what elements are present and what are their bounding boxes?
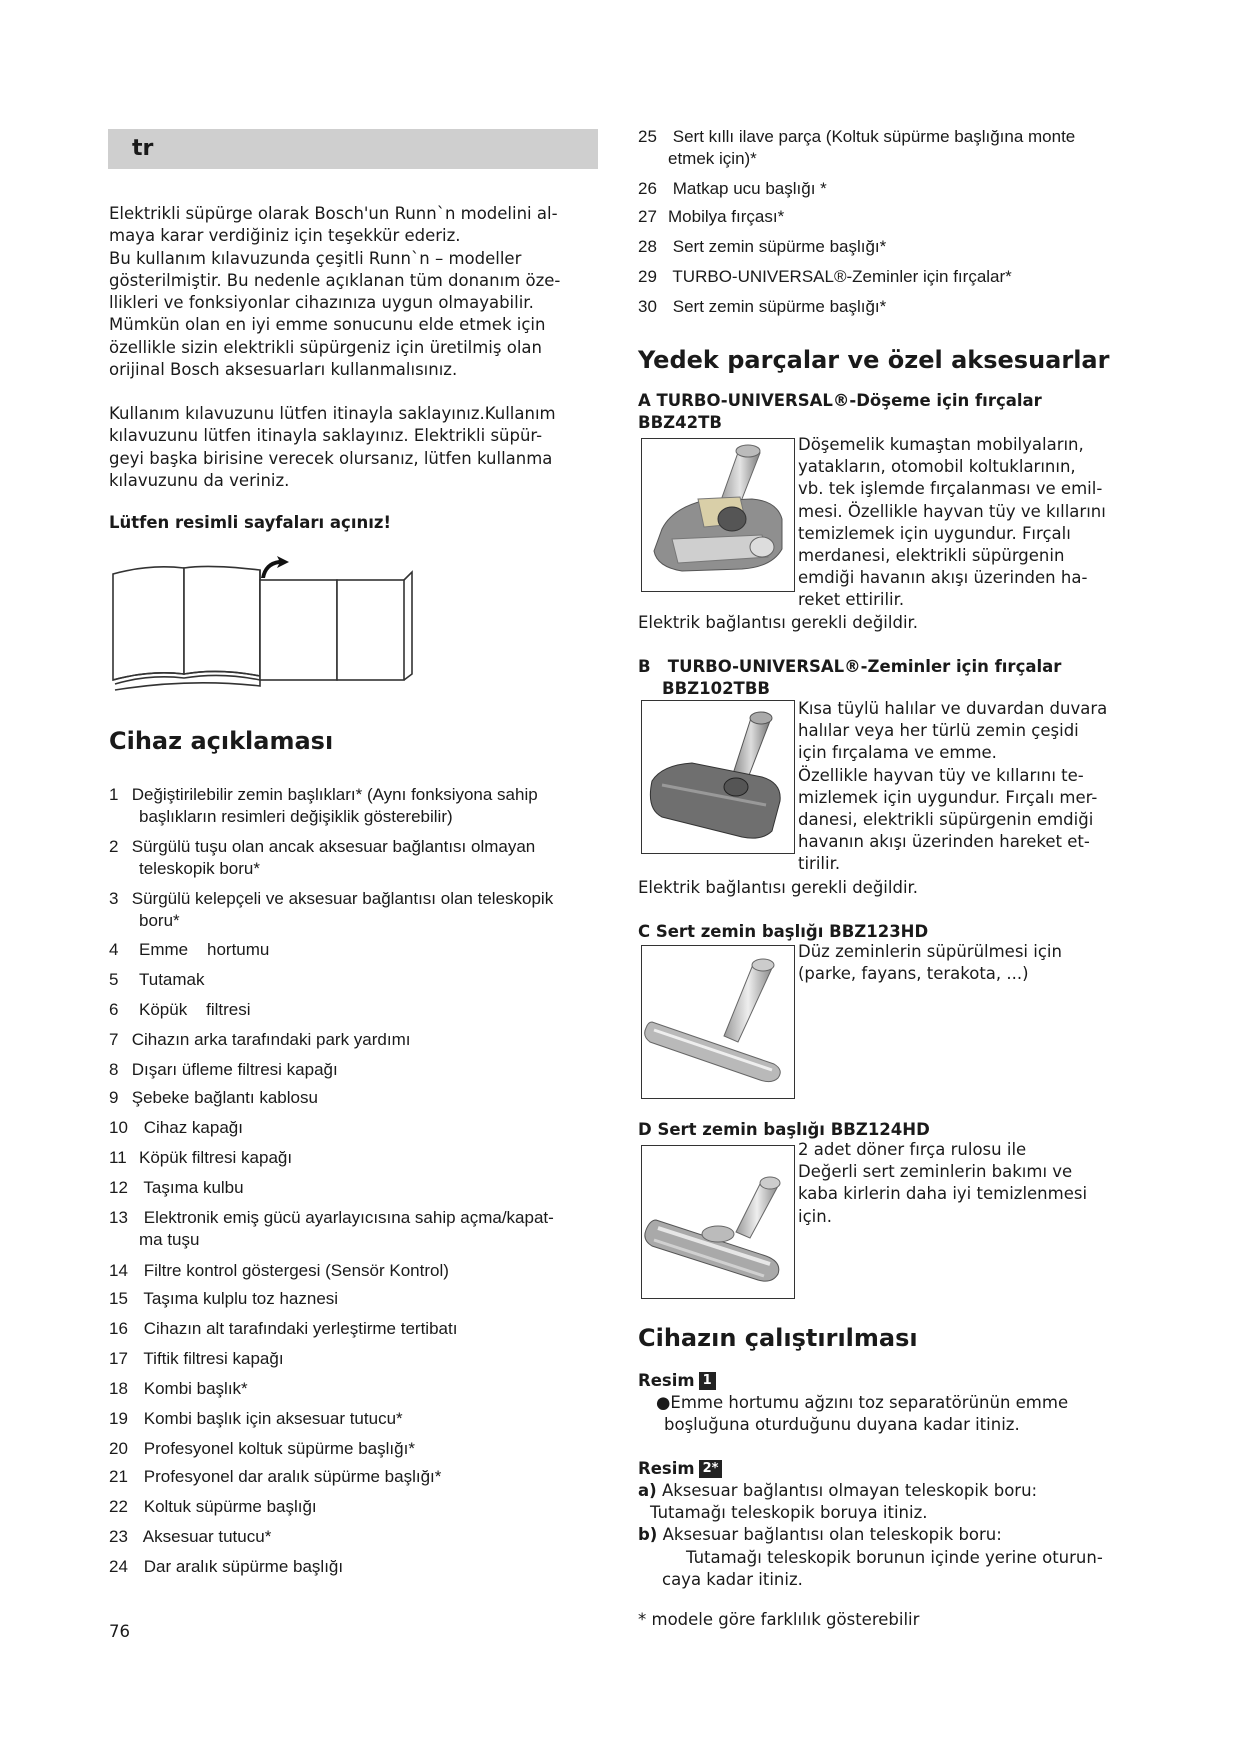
item-number: 25	[638, 127, 657, 146]
item-text: Değiştirilebilir zemin başlıkları* (Aynı fonksiyona sahip	[131, 785, 538, 804]
list-item	[109, 1556, 589, 1578]
desc-line: mizlemek için uygundur. Fırçalı mer-	[798, 787, 1098, 807]
item-number: 19	[109, 1409, 128, 1428]
operation-heading: Cihazın çalıştırılması	[638, 1324, 918, 1352]
desc-line: Kısa tüylü halılar ve duvardan duvara	[798, 699, 1108, 718]
item-number: 23	[109, 1527, 128, 1546]
desc-line: Döşemelik kumaştan mobilyaların,	[798, 435, 1084, 454]
item-number: 9	[109, 1088, 119, 1107]
foldout-pages-illustration	[109, 556, 419, 691]
list-item	[109, 888, 589, 932]
item-text: Filtre kontrol göstergesi (Sensör Kontrol)	[143, 1261, 449, 1280]
figure-label-text: Resim	[638, 1459, 695, 1478]
hard-floor-nozzle-drawing	[642, 946, 794, 1098]
item-text: Dar aralık süpürme başlığı	[143, 1557, 344, 1576]
item-number: 8	[109, 1060, 119, 1079]
desc-line: Özellikle hayvan tüy ve kıllarını te-	[798, 765, 1084, 785]
list-item	[109, 1348, 589, 1370]
step-text: Tutamağı teleskopik boruya itiniz.	[650, 1503, 928, 1523]
instruction-line: boşluğuna oturduğunu duyana kadar itiniz.	[664, 1415, 1020, 1435]
intro-line: geyi başka birisine verecek olursanız, lütfen kullanma	[109, 448, 553, 468]
item-text: Emme hortumu	[139, 940, 270, 959]
list-item	[109, 1496, 589, 1518]
item-text-cont: boru*	[139, 911, 180, 930]
figure-number-badge: 1	[699, 1372, 716, 1390]
item-number: 1	[109, 785, 119, 804]
item-text: Mobilya fırçası*	[668, 207, 785, 226]
item-text: Cihazın alt tarafındaki yerleştirme tertibatı	[143, 1319, 458, 1338]
desc-line: 2 adet döner fırça rulosu ile	[798, 1140, 1027, 1159]
step-label: b)	[638, 1525, 658, 1545]
list-item	[109, 1117, 589, 1139]
accessory-b-code: BBZ102TBB	[662, 679, 770, 698]
desc-line: halılar veya her türlü zemin çeşidi	[798, 721, 1079, 741]
item-text: Sert kıllı ilave parça (Koltuk süpürme başlığına monte	[672, 127, 1076, 146]
item-text: Sürgülü tuşu olan ancak aksesuar bağlantısı olmayan	[131, 837, 536, 856]
item-text: Tiftik filtresi kapağı	[143, 1349, 284, 1368]
item-text: Şebeke bağlantı kablosu	[131, 1088, 318, 1107]
intro-line: gösterilmiştir. Bu nedenle açıklanan tüm donanım öze-	[109, 270, 561, 290]
turbo-upholstery-brush-drawing	[642, 439, 794, 591]
item-text: Profesyonel dar aralık süpürme başlığı*	[143, 1467, 442, 1486]
list-item	[109, 1260, 589, 1282]
item-text: Taşıma kulbu	[143, 1178, 244, 1197]
item-number: 14	[109, 1261, 128, 1280]
component-list-continued	[638, 126, 1148, 326]
accessory-b-description	[798, 698, 1128, 876]
accessory-d-title: D Sert zemin başlığı BBZ124HD	[638, 1120, 930, 1139]
accessory-b-note: Elektrik bağlantısı gerekli değildir.	[638, 878, 919, 897]
item-text: Tutamak	[139, 970, 205, 989]
item-text: Kombi başlık için aksesuar tutucu*	[143, 1409, 403, 1428]
list-item	[109, 784, 589, 828]
item-text-cont: ma tuşu	[139, 1230, 200, 1249]
open-pages-note: Lütfen resimli sayfaları açınız!	[109, 513, 392, 532]
list-item	[638, 126, 1138, 170]
item-text: Dışarı üfleme filtresi kapağı	[131, 1060, 338, 1079]
desc-line: Değerli sert zeminlerin bakımı ve	[798, 1162, 1073, 1182]
list-item	[109, 969, 589, 991]
intro-line: Elektrikli süpürge olarak Bosch'un Runn`n modelini al-	[109, 204, 558, 223]
item-number: 27	[638, 207, 657, 226]
intro-paragraph-2	[109, 403, 599, 492]
item-number: 17	[109, 1349, 128, 1368]
item-number: 13	[109, 1208, 128, 1227]
step-text: Aksesuar bağlantısı olan teleskopik boru:	[662, 1525, 1002, 1545]
list-item	[109, 1059, 589, 1081]
item-number: 24	[109, 1557, 128, 1576]
item-number: 10	[109, 1118, 128, 1137]
list-item	[109, 1087, 589, 1109]
desc-line: (parke, fayans, terakota, ...)	[798, 964, 1029, 984]
item-number: 5	[109, 970, 119, 989]
desc-line: için.	[798, 1206, 832, 1226]
figure-number-badge: 2*	[699, 1460, 723, 1478]
desc-line: tirilir.	[798, 854, 841, 874]
desc-line: emdiği havanın akışı üzerinden ha-	[798, 568, 1088, 588]
list-item	[109, 1288, 589, 1310]
list-item	[109, 836, 589, 880]
item-number: 22	[109, 1497, 128, 1516]
item-number: 15	[109, 1289, 128, 1308]
device-description-heading: Cihaz açıklaması	[109, 727, 334, 755]
item-number: 18	[109, 1379, 128, 1398]
desc-line: için fırçalama ve emme.	[798, 743, 997, 763]
item-text: Kombi başlık*	[143, 1379, 248, 1398]
intro-line: orijinal Bosch aksesuarları kullanmalısınız.	[109, 360, 458, 380]
item-text-cont: teleskopik boru*	[139, 859, 260, 878]
intro-line: Mümkün olan en iyi emme sonucunu elde etmek için	[109, 315, 546, 335]
list-item	[109, 999, 589, 1021]
item-number: 29	[638, 267, 657, 286]
item-text: Koltuk süpürme başlığı	[143, 1497, 317, 1516]
parquet-nozzle-image	[641, 1145, 795, 1299]
item-number: 11	[109, 1148, 127, 1167]
intro-line: Bu kullanım kılavuzunda çeşitli Runn`n – modeller	[109, 248, 522, 268]
intro-line: kılavuzunu da veriniz.	[109, 470, 290, 490]
item-number: 30	[638, 297, 657, 316]
list-item	[638, 206, 1138, 228]
item-text: Sert zemin süpürme başlığı*	[672, 237, 887, 256]
desc-line: temizlemek için uygundur. Fırçalı	[798, 523, 1071, 543]
list-item	[638, 296, 1138, 318]
item-text: Sürgülü kelepçeli ve aksesuar bağlantısı olan teleskopik	[131, 889, 554, 908]
item-number: 3	[109, 889, 119, 908]
figure-2-instructions	[638, 1480, 1133, 1591]
step-label: a)	[638, 1481, 657, 1500]
parquet-nozzle-drawing	[642, 1146, 794, 1298]
turbo-floor-brush-drawing	[642, 701, 794, 853]
figure-2-label	[638, 1458, 722, 1480]
intro-paragraph-1	[109, 203, 599, 381]
item-text: Cihaz kapağı	[143, 1118, 243, 1137]
list-item	[109, 1408, 589, 1430]
list-item	[109, 1207, 589, 1251]
accessory-a-code: BBZ42TB	[638, 413, 722, 432]
item-number: 16	[109, 1319, 128, 1338]
list-item	[109, 1466, 589, 1488]
desc-line: kaba kirlerin daha iyi temizlenmesi	[798, 1184, 1088, 1204]
list-item	[638, 236, 1138, 258]
item-text: Profesyonel koltuk süpürme başlığı*	[143, 1439, 415, 1458]
page-number: 76	[109, 1622, 130, 1641]
accessory-c-description	[798, 941, 1128, 985]
spare-parts-heading: Yedek parçalar ve özel aksesuarlar	[638, 346, 1110, 374]
figure-1-instruction	[656, 1392, 1131, 1436]
item-text: Taşıma kulplu toz haznesi	[143, 1289, 339, 1308]
desc-line: mesi. Özellikle hayvan tüy ve kıllarını	[798, 501, 1106, 521]
intro-line: llikleri ve fonksiyonlar cihazınıza uygun olmayabilir.	[109, 293, 534, 313]
item-text: Aksesuar tutucu*	[142, 1527, 272, 1546]
list-item	[109, 1526, 589, 1548]
list-item	[109, 1438, 589, 1460]
accessory-c-title: C Sert zemin başlığı BBZ123HD	[638, 922, 929, 941]
desc-line: merdanesi, elektrikli süpürgenin	[798, 546, 1065, 566]
item-number: 4	[109, 940, 119, 959]
item-number: 6	[109, 1000, 119, 1019]
intro-line: Kullanım kılavuzunu lütfen itinayla saklayınız.Kullanım	[109, 404, 556, 423]
desc-line: danesi, elektrikli süpürgenin emdiği	[798, 810, 1094, 830]
item-text-cont: başlıkların resimleri değişiklik gösterebilir)	[139, 807, 453, 826]
desc-line: Düz zeminlerin süpürülmesi için	[798, 942, 1062, 961]
list-item	[638, 178, 1138, 200]
turbo-upholstery-brush-image	[641, 438, 795, 592]
item-number: 12	[109, 1178, 128, 1197]
accessory-b-title: B TURBO-UNIVERSAL®-Zeminler için fırçalar	[638, 657, 1062, 676]
intro-line: kılavuzunu lütfen itinayla saklayınız. Elektrikli süpür-	[109, 426, 543, 446]
item-number: 20	[109, 1439, 128, 1458]
desc-line: yatakların, otomobil koltuklarının,	[798, 457, 1076, 477]
item-number: 26	[638, 179, 657, 198]
accessory-a-title: A TURBO-UNIVERSAL®-Döşeme için fırçalar	[638, 391, 1042, 410]
item-number: 2	[109, 837, 119, 856]
step-text: caya kadar itiniz.	[662, 1569, 803, 1589]
list-item	[109, 1147, 589, 1169]
item-text: Sert zemin süpürme başlığı*	[672, 297, 887, 316]
instruction-line: ●Emme hortumu ağzını toz separatörünün emme	[656, 1393, 1069, 1412]
desc-line: vb. tek işlemde fırçalanması ve emil-	[798, 479, 1103, 499]
language-tab: tr	[108, 129, 598, 169]
item-text: Elektronik emiş gücü ayarlayıcısına sahip açma/kapat-	[143, 1208, 554, 1227]
list-item	[109, 939, 589, 961]
list-item	[109, 1378, 589, 1400]
list-item	[638, 266, 1138, 288]
footnote: * modele göre farklılık gösterebilir	[638, 1610, 920, 1629]
item-number: 7	[109, 1030, 119, 1049]
accessory-a-description	[798, 434, 1128, 612]
item-number: 28	[638, 237, 657, 256]
item-text: Matkap ucu başlığı *	[672, 179, 827, 198]
item-text: Köpük filtresi kapağı	[139, 1148, 293, 1167]
item-text: TURBO-UNIVERSAL®-Zeminler için fırçalar*	[672, 267, 1012, 286]
item-text: Köpük filtresi	[139, 1000, 251, 1019]
list-item	[109, 1177, 589, 1199]
hard-floor-nozzle-image	[641, 945, 795, 1099]
accessory-d-description	[798, 1139, 1128, 1228]
item-text: Cihazın arka tarafındaki park yardımı	[131, 1030, 411, 1049]
item-number: 21	[109, 1467, 128, 1486]
accessory-a-note: Elektrik bağlantısı gerekli değildir.	[638, 613, 919, 632]
item-text-cont: etmek için)*	[668, 149, 757, 168]
intro-line: özellikle sizin elektrikli süpürgeniz için üretilmiş olan	[109, 337, 542, 357]
step-text: Tutamağı teleskopik borunun içinde yerine oturun-	[686, 1547, 1103, 1567]
list-item	[109, 1029, 589, 1051]
figure-1-label	[638, 1370, 716, 1392]
turbo-floor-brush-image	[641, 700, 795, 854]
desc-line: havanın akışı üzerinden hareket et-	[798, 832, 1090, 852]
list-item	[109, 1318, 589, 1340]
desc-line: reket ettirilir.	[798, 590, 905, 610]
component-list	[109, 784, 599, 1584]
step-text: Aksesuar bağlantısı olmayan teleskopik boru:	[661, 1481, 1038, 1500]
figure-label-text: Resim	[638, 1371, 695, 1390]
intro-line: maya karar verdiğiniz için teşekkür ederiz.	[109, 226, 461, 246]
